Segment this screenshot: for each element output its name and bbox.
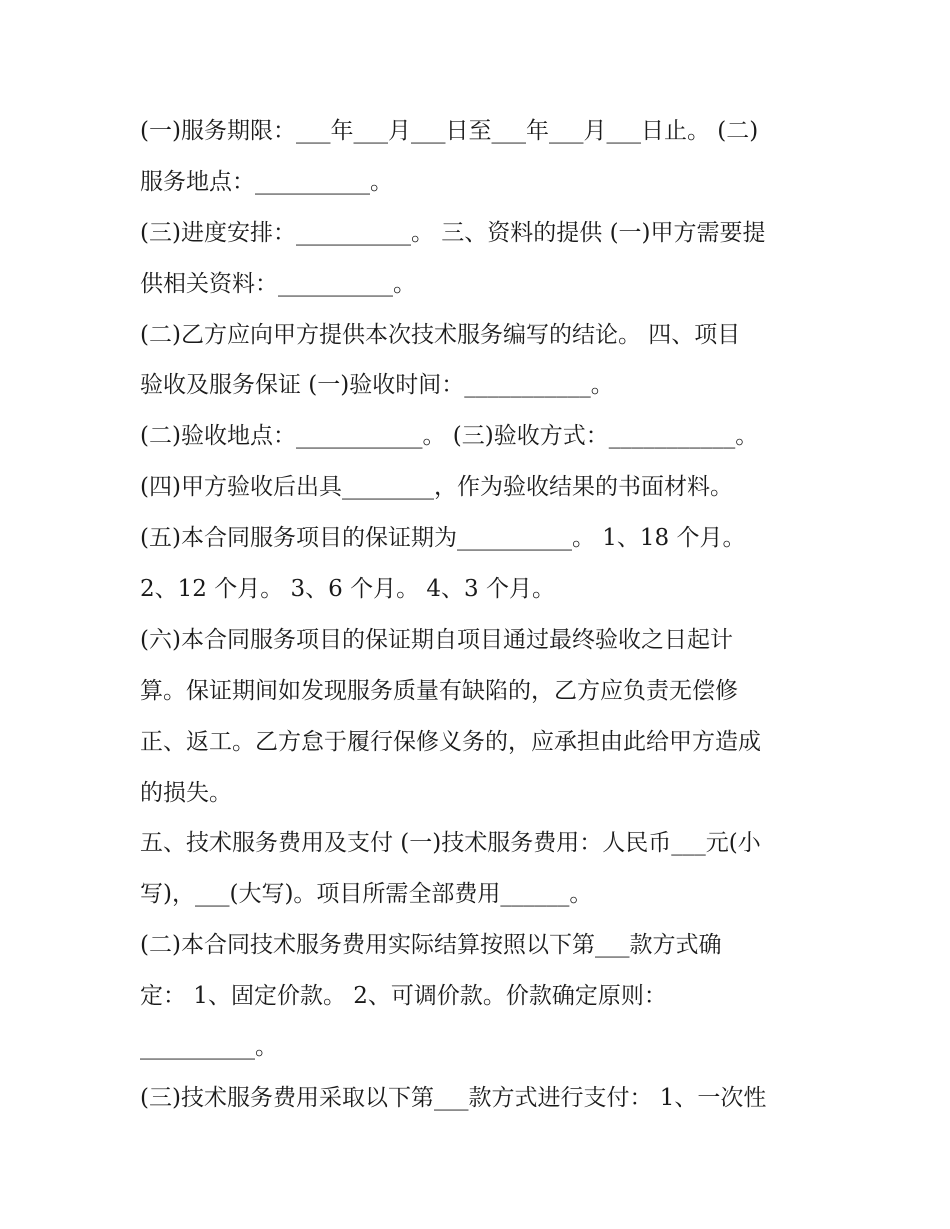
text-line-payment: (三)技术服务费用采取以下第___款方式进行支付： 1、一次性 bbox=[140, 1084, 767, 1111]
text-line-warranty-obligation: 正、返工。乙方怠于履行保修义务的，应承担由此给甲方造成 bbox=[140, 728, 761, 755]
text-line-acceptance-report: (四)甲方验收后出具________，作为验收结果的书面材料。 bbox=[140, 474, 733, 501]
text-line-settlement: (二)本合同技术服务费用实际结算按照以下第___款方式确 bbox=[140, 932, 722, 959]
text-line-service-period: (一)服务期限：___年___月___日至___年___月___日止。 (二) bbox=[140, 118, 759, 144]
text-line-warranty-loss: 的损失。 bbox=[140, 779, 232, 806]
text-line-acceptance-time: 验收及服务保证 (一)验收时间：___________。 bbox=[140, 372, 614, 399]
text-line-settlement-options: 定： 1、固定价款。 2、可调价款。价款确定原则： bbox=[140, 983, 667, 1010]
text-line-materials: 供相关资料：__________。 bbox=[140, 270, 416, 297]
text-line-warranty-period: (五)本合同服务项目的保证期为__________。 1、18 个月。 bbox=[140, 525, 746, 552]
text-line-fees-amount: 写)，___(大写)。项目所需全部费用______。 bbox=[140, 881, 593, 908]
text-line-warranty-defects: 算。保证期间如发现服务质量有缺陷的，乙方应负责无偿修 bbox=[140, 677, 738, 704]
text-line-acceptance-place: (二)验收地点：___________。 (三)验收方式：___________。 bbox=[140, 423, 759, 450]
text-line-settlement-principle: __________。 bbox=[140, 1034, 278, 1061]
text-line-warranty-options: 2、12 个月。 3、6 个月。 4、3 个月。 bbox=[140, 576, 555, 603]
text-line-service-location: 服务地点：__________。 bbox=[140, 168, 393, 195]
document-body bbox=[140, 106, 820, 1124]
text-line-schedule: (三)进度安排：__________。 三、资料的提供 (一)甲方需要提 bbox=[140, 219, 766, 246]
text-line-conclusion: (二)乙方应向甲方提供本次技术服务编写的结论。 四、项目 bbox=[140, 321, 741, 348]
text-line-warranty-start: (六)本合同服务项目的保证期自项目通过最终验收之日起计 bbox=[140, 626, 733, 653]
text-line-fees: 五、技术服务费用及支付 (一)技术服务费用：人民币___元(小 bbox=[140, 830, 761, 857]
